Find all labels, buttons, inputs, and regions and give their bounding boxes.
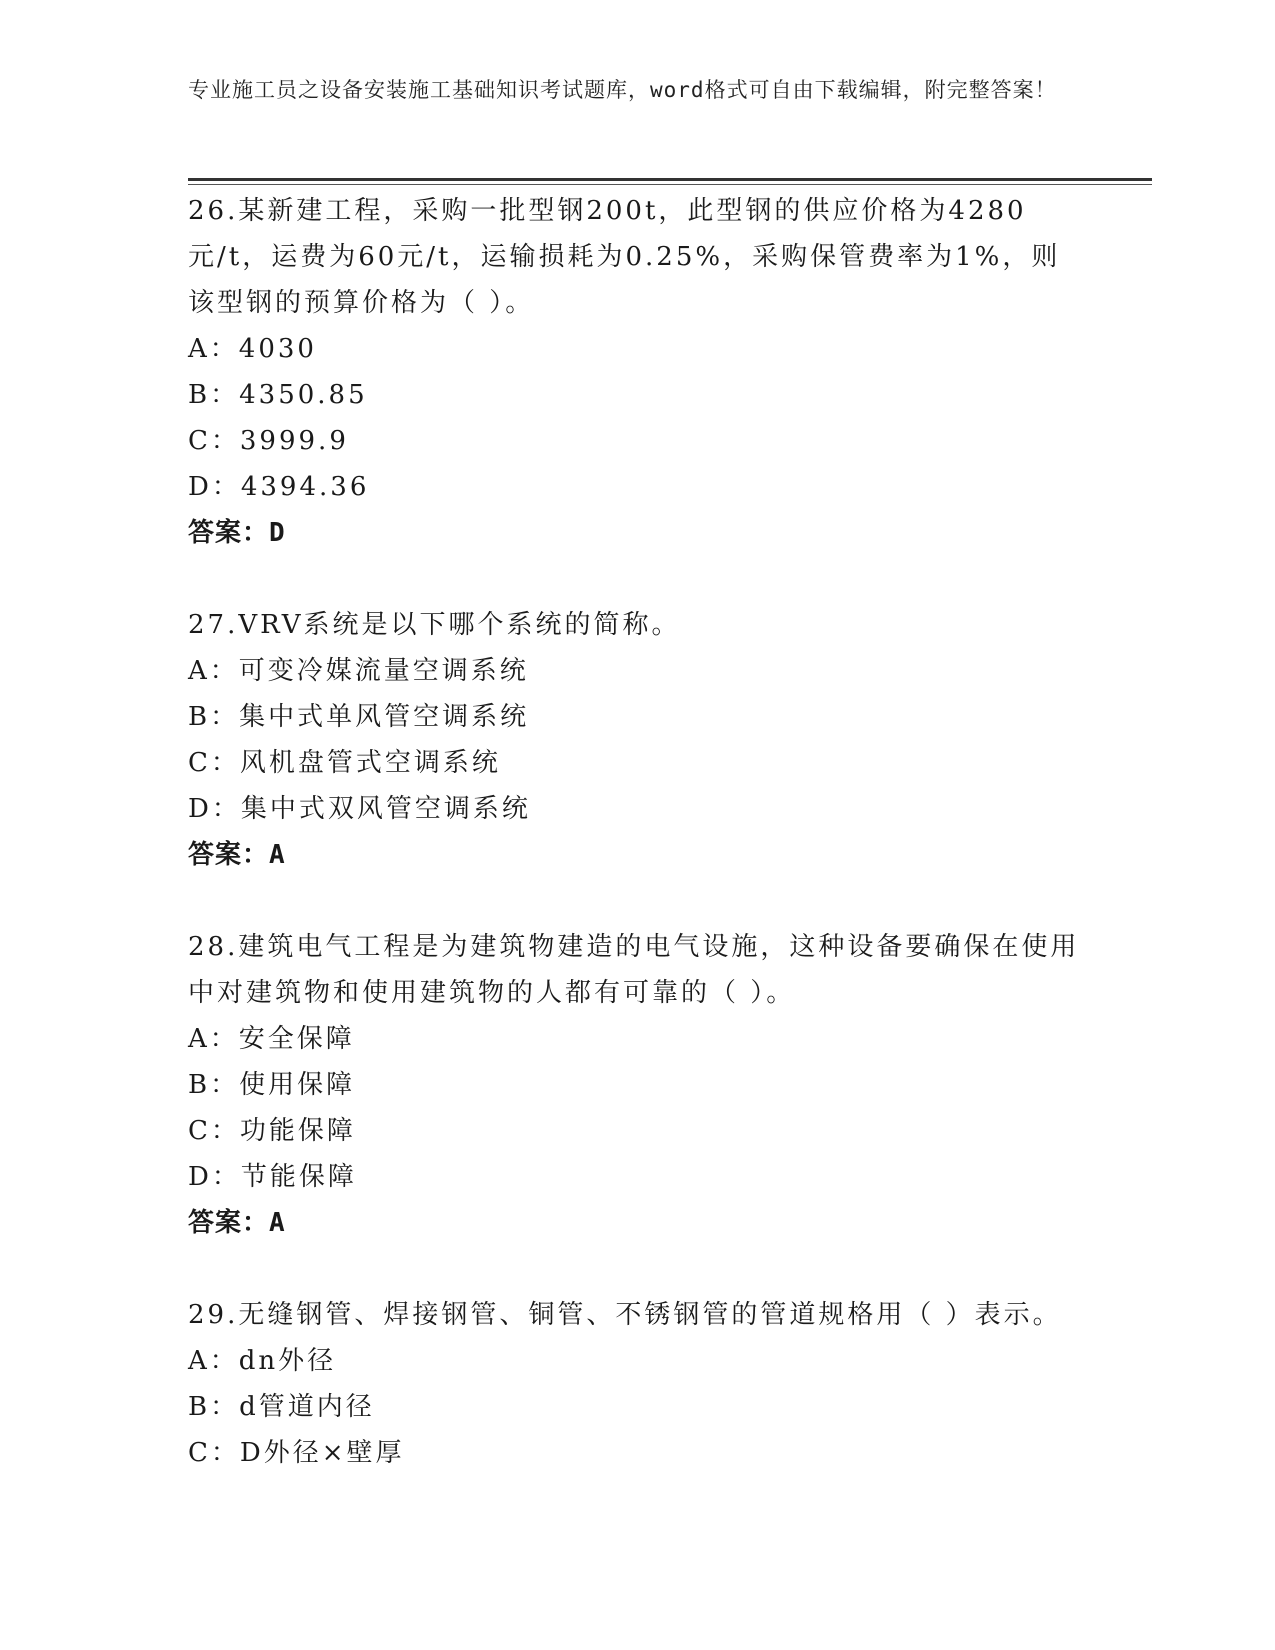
answer: 答案：A [188,1208,286,1238]
question-text: 29.无缝钢管、焊接钢管、铜管、不锈钢管的管道规格用（ ）表示。 [188,1300,1062,1330]
option-d: D：集中式双风管空调系统 [188,794,531,824]
question-text: 27.VRV系统是以下哪个系统的简称。 [188,610,681,640]
option-b: B：d管道内径 [188,1392,375,1422]
option-a: A：可变冷媒流量空调系统 [188,656,529,686]
option-c: C：D外径×壁厚 [188,1438,405,1468]
header-divider-thick [188,178,1152,181]
option-b: B：使用保障 [188,1070,356,1100]
option-b: B：集中式单风管空调系统 [188,702,530,732]
option-c: C：功能保障 [188,1116,356,1146]
option-c: C：3999.9 [188,426,349,456]
header-divider-thin [188,184,1152,185]
option-d: D：节能保障 [188,1162,357,1192]
question-text: 28.建筑电气工程是为建筑物建造的电气设施，这种设备要确保在使用中对建筑物和使用建筑物的人都有可靠的（ ）。 [188,932,1080,1008]
answer: 答案：A [188,840,286,870]
answer: 答案：D [188,518,286,548]
option-d: D：4394.36 [188,472,370,502]
question-text: 26.某新建工程，采购一批型钢200t，此型钢的供应价格为4280元/t，运费为60元/t，运输损耗为0.25%，采购保管费率为1%，则该型钢的预算价格为（ ）。 [188,196,1061,318]
option-c: C：风机盘管式空调系统 [188,748,501,778]
option-a: A：安全保障 [188,1024,355,1054]
question-list [188,188,1088,1476]
question-28 [188,924,1088,1246]
option-b: B：4350.85 [188,380,368,410]
question-29 [188,1292,1088,1476]
question-26 [188,188,1088,556]
option-a: A：4030 [188,334,317,364]
option-a: A：dn外径 [188,1346,337,1376]
question-27 [188,602,1088,878]
document-header: 专业施工员之设备安装施工基础知识考试题库，word格式可自由下载编辑，附完整答案！ [188,78,1057,102]
